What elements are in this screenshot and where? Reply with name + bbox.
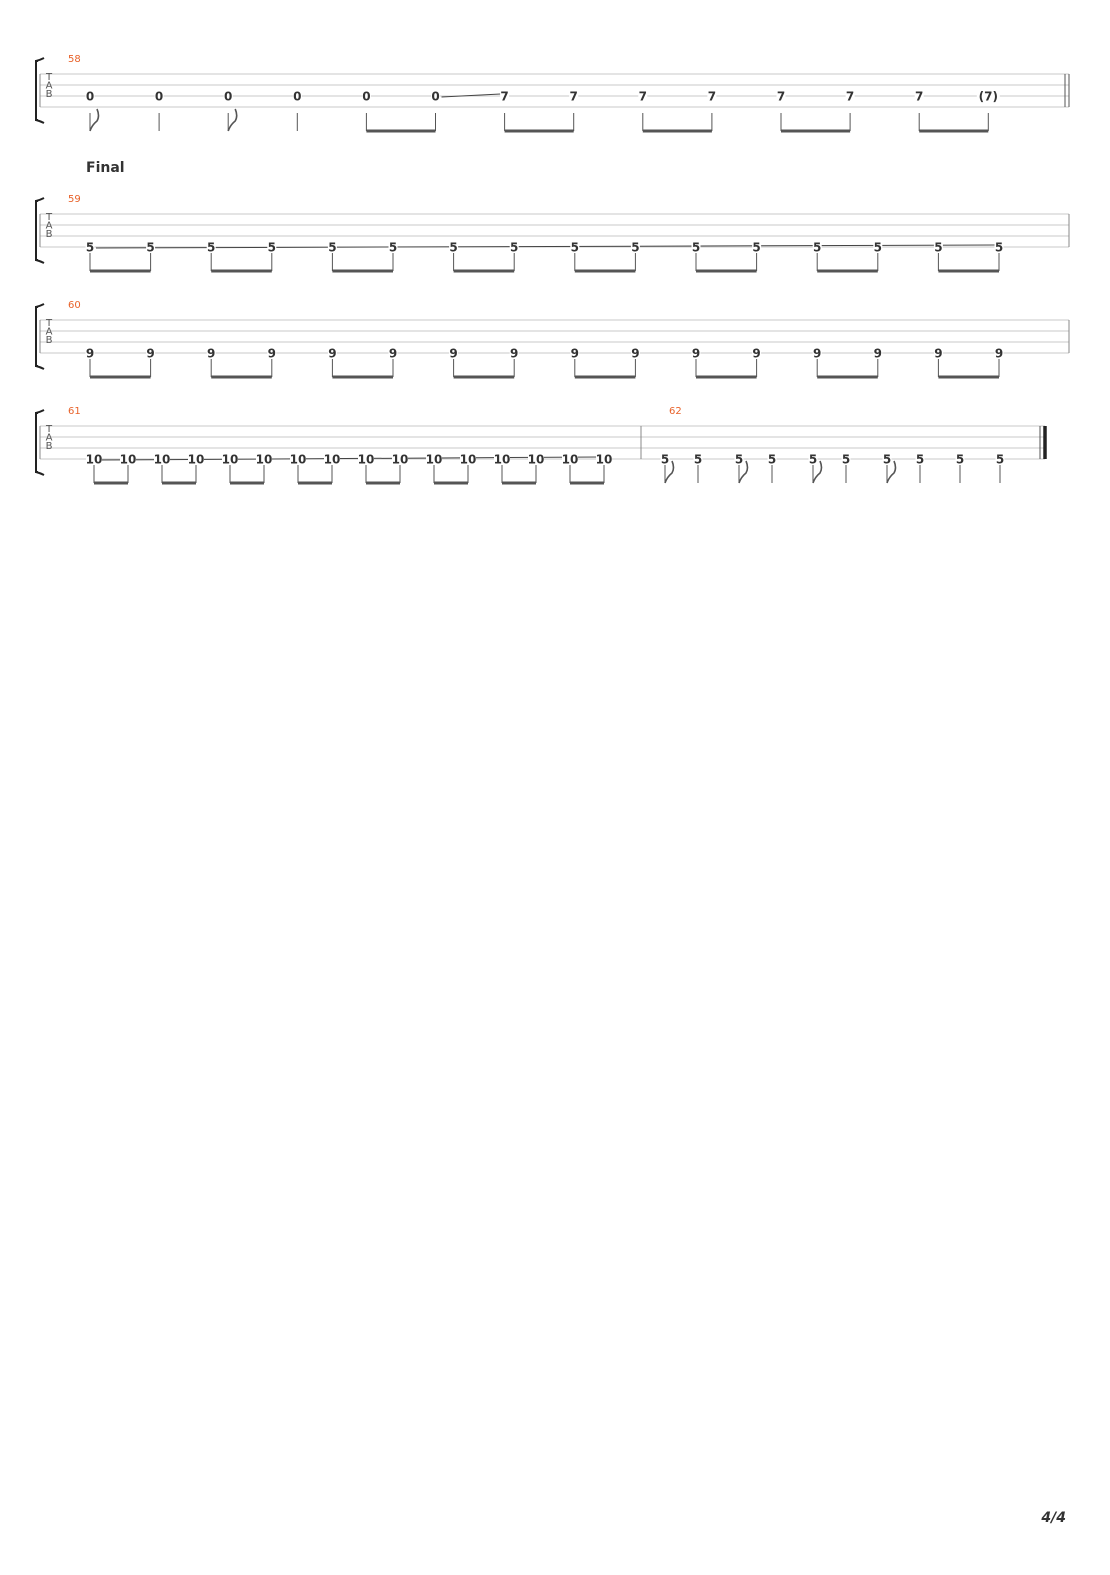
fret-number: 9 [813,346,822,361]
fret-number: 5 [882,452,892,467]
measure-number: 58 [68,54,81,65]
fret-number: 10 [255,452,273,467]
fret-number: 9 [510,346,519,361]
fret-number: 5 [994,240,1004,255]
tab-clef-letter: T [45,318,53,329]
fret-number: 9 [388,346,398,361]
tab-clef-letter: B [45,441,53,452]
fret-number: 10 [323,452,341,467]
section-label-final: Final [86,160,125,176]
fret-number: 0 [224,89,233,104]
fret-number: 0 [293,89,302,104]
system-bracket [36,201,38,260]
fret-number: 5 [808,452,818,467]
fret-number: 9 [85,346,95,361]
fret-number: 5 [631,240,640,255]
fret-number: 7 [500,89,509,104]
fret-number: 5 [873,240,882,255]
fret-number: 5 [752,240,761,255]
fret-number: 5 [660,452,670,467]
fret-number: 10 [153,452,171,467]
fret-number: 9 [570,346,579,361]
note-flag [90,109,99,131]
fret-number: 9 [328,346,337,361]
fret-number: 9 [146,346,155,361]
fret-number: 9 [449,346,458,361]
fret-number: 5 [146,240,155,255]
fret-number: 9 [994,346,1004,361]
fret-number: 0 [154,89,164,104]
fret-number: 9 [752,346,761,361]
tab-clef-letter: A [45,80,53,92]
fret-number: 10 [85,452,103,467]
measure-number: 59 [68,194,81,205]
fret-number: 10 [527,452,545,467]
fret-number: 9 [873,346,882,361]
fret-number: 5 [449,240,458,255]
fret-number: 7 [638,89,647,104]
fret-number: 9 [934,346,943,361]
fret-number: 5 [934,240,943,255]
bracket-hook-bottom [36,472,44,475]
tab-clef-letter: A [45,432,53,444]
system-bracket [36,413,38,472]
fret-number: 9 [631,346,640,361]
fret-number: 5 [207,240,216,255]
fret-number: 10 [595,452,613,467]
fret-number: 10 [357,452,375,467]
system-bracket [36,61,38,120]
measure-number: 60 [68,300,81,311]
bracket-hook-bottom [36,120,44,123]
tab-clef-letter: B [45,229,53,240]
fret-number: 10 [221,452,239,467]
fret-number: 5 [813,240,822,255]
tab-clef-letter: T [45,72,53,83]
bracket-hook-bottom [36,366,44,369]
tab-clef-letter: T [45,212,53,223]
fret-number: 10 [289,452,307,467]
fret-number: 10 [561,452,579,467]
fret-number: 5 [267,240,276,255]
fret-number: 0 [85,89,95,104]
fret-number: 0 [362,89,371,104]
fret-number: 5 [915,452,925,467]
measure-number: 62 [669,406,682,417]
note-flag [228,109,237,131]
fret-number: 5 [691,240,701,255]
fret-number: 7 [776,89,786,104]
fret-number: 0 [431,89,440,104]
bracket-hook-bottom [36,260,44,263]
fret-number: 5 [955,452,965,467]
fret-number: 10 [119,452,137,467]
tab-clef-letter: B [45,89,53,100]
tab-clef-letter: A [45,220,53,232]
bracket-hook-top [36,198,44,201]
fret-number: 10 [425,452,443,467]
fret-number: 7 [915,89,924,104]
fret-number: 5 [995,452,1005,467]
bracket-hook-top [36,410,44,413]
fret-number: 10 [493,452,511,467]
page-number: 4/4 [1041,1510,1066,1526]
system-bracket [36,307,38,366]
fret-number: 7 [569,89,578,104]
fret-number: 5 [328,240,337,255]
fret-number: 7 [845,89,855,104]
fret-number: 10 [391,452,409,467]
tab-clef-letter: A [45,326,53,338]
fret-number: 5 [85,240,95,255]
bracket-hook-top [36,58,44,61]
fret-number: 5 [510,240,519,255]
bracket-hook-top [36,304,44,307]
measure-number: 61 [68,406,81,417]
fret-number: 9 [207,346,216,361]
fret-number: 5 [570,240,579,255]
fret-number: 5 [841,452,851,467]
fret-number: 10 [459,452,477,467]
fret-number: 9 [691,346,701,361]
fret-number: 9 [267,346,276,361]
fret-number: 5 [734,452,744,467]
fret-number: 10 [187,452,205,467]
fret-number: (7) [978,89,998,104]
tab-clef-letter: T [45,424,53,435]
fret-number: 5 [693,452,703,467]
tab-clef-letter: B [45,335,53,346]
fret-number: 5 [767,452,777,467]
fret-number: 5 [388,240,398,255]
fret-number: 7 [707,89,717,104]
